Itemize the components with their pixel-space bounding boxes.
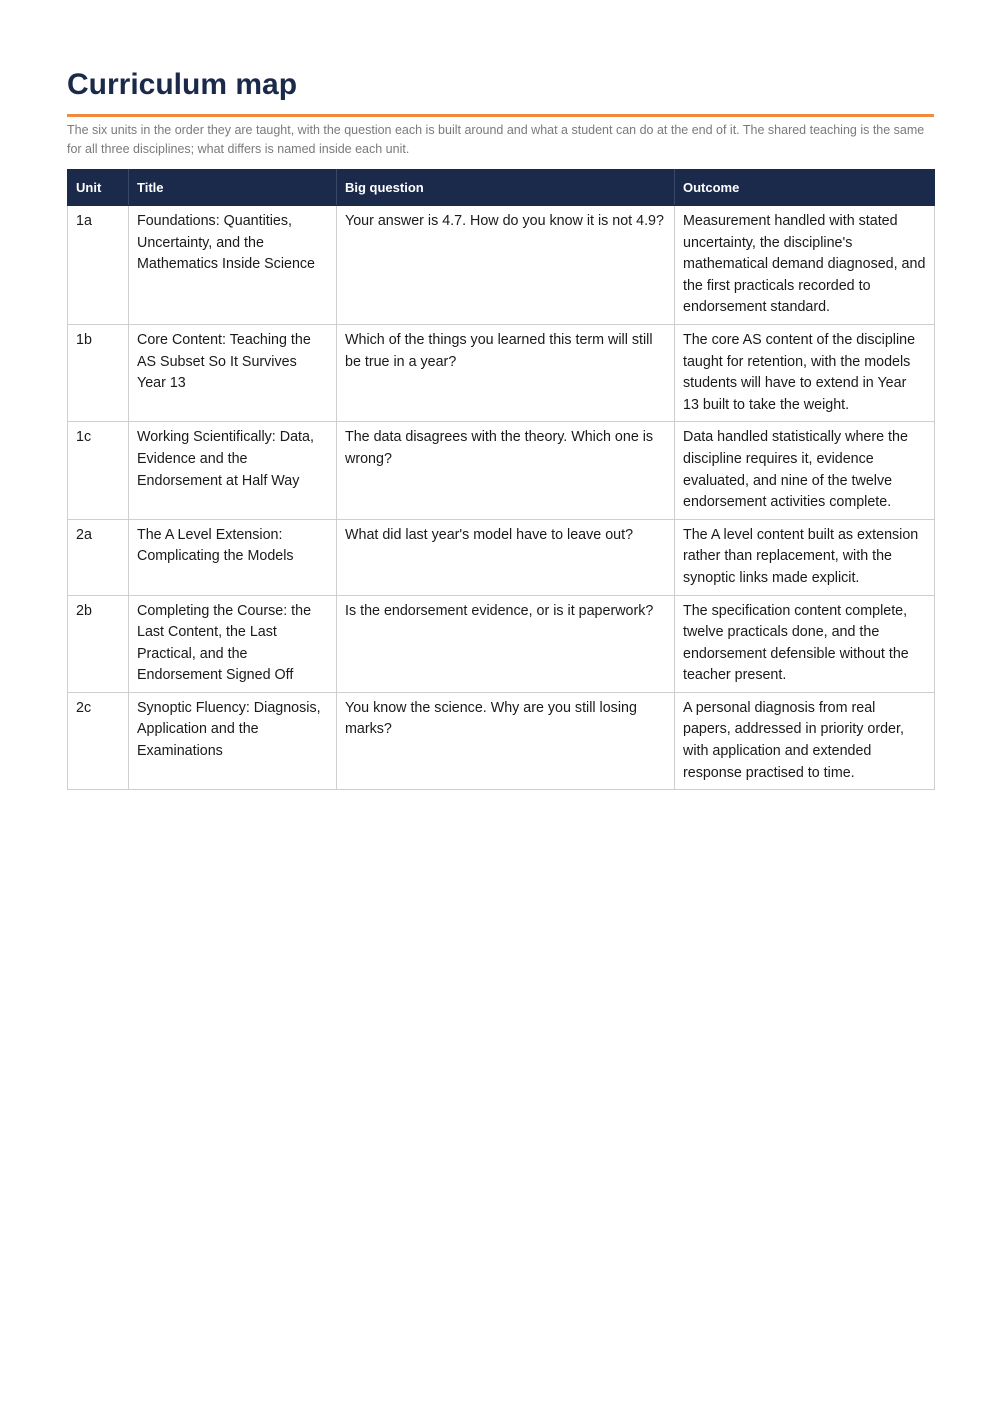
title-cell: The A Level Extension: Complicating the Models [129, 519, 337, 595]
big-question-cell: Which of the things you learned this term will still be true in a year? [337, 324, 675, 421]
accent-divider [67, 114, 934, 117]
outcome-cell: A personal diagnosis from real papers, addressed in priority order, with application and extended response practised to time. [675, 692, 935, 789]
title-cell: Working Scientifically: Data, Evidence and the Endorsement at Half Way [129, 422, 337, 519]
unit-cell: 2b [68, 595, 129, 692]
table-row [68, 324, 935, 421]
outcome-cell: The A level content built as extension rather than replacement, with the synoptic links made explicit. [675, 519, 935, 595]
big-question-cell: What did last year's model have to leave out? [337, 519, 675, 595]
table-row [68, 422, 935, 519]
intro-paragraph: The six units in the order they are taught, with the question each is built around and what a student can do at the end of it. The shared teaching is the same for all three disciplines; what differs is named inside each unit. [67, 123, 925, 156]
table-row [68, 519, 935, 595]
big-question-cell: The data disagrees with the theory. Which one is wrong? [337, 422, 675, 519]
curriculum-table [67, 169, 935, 790]
page-title: Curriculum map [67, 68, 298, 101]
outcome-cell: Data handled statistically where the discipline requires it, evidence evaluated, and nine of the twelve endorsement activities complete. [675, 422, 935, 519]
table-row [68, 595, 935, 692]
unit-cell: 2c [68, 692, 129, 789]
outcome-cell: The core AS content of the discipline taught for retention, with the models students will have to extend in Year 13 built to take the weight. [675, 324, 935, 421]
column-header-outcome: Outcome [675, 170, 935, 206]
outcome-cell: Measurement handled with stated uncertainty, the discipline's mathematical demand diagnosed, and the first practicals recorded to endorsement standard. [675, 206, 935, 325]
title-cell: Synoptic Fluency: Diagnosis, Application and the Examinations [129, 692, 337, 789]
column-header-unit: Unit [68, 170, 129, 206]
title-cell: Foundations: Quantities, Uncertainty, and the Mathematics Inside Science [129, 206, 337, 325]
big-question-cell: Is the endorsement evidence, or is it paperwork? [337, 595, 675, 692]
table-header-row [68, 170, 935, 206]
column-header-title: Title [129, 170, 337, 206]
outcome-cell: The specification content complete, twelve practicals done, and the endorsement defensible without the teacher present. [675, 595, 935, 692]
unit-cell: 1c [68, 422, 129, 519]
table-row [68, 692, 935, 789]
unit-cell: 1b [68, 324, 129, 421]
column-header-big-question: Big question [337, 170, 675, 206]
big-question-cell: Your answer is 4.7. How do you know it is not 4.9? [337, 206, 675, 325]
title-cell: Core Content: Teaching the AS Subset So It Survives Year 13 [129, 324, 337, 421]
title-cell: Completing the Course: the Last Content, the Last Practical, and the Endorsement Signed Off [129, 595, 337, 692]
unit-cell: 1a [68, 206, 129, 325]
unit-cell: 2a [68, 519, 129, 595]
table-row [68, 206, 935, 325]
big-question-cell: You know the science. Why are you still losing marks? [337, 692, 675, 789]
